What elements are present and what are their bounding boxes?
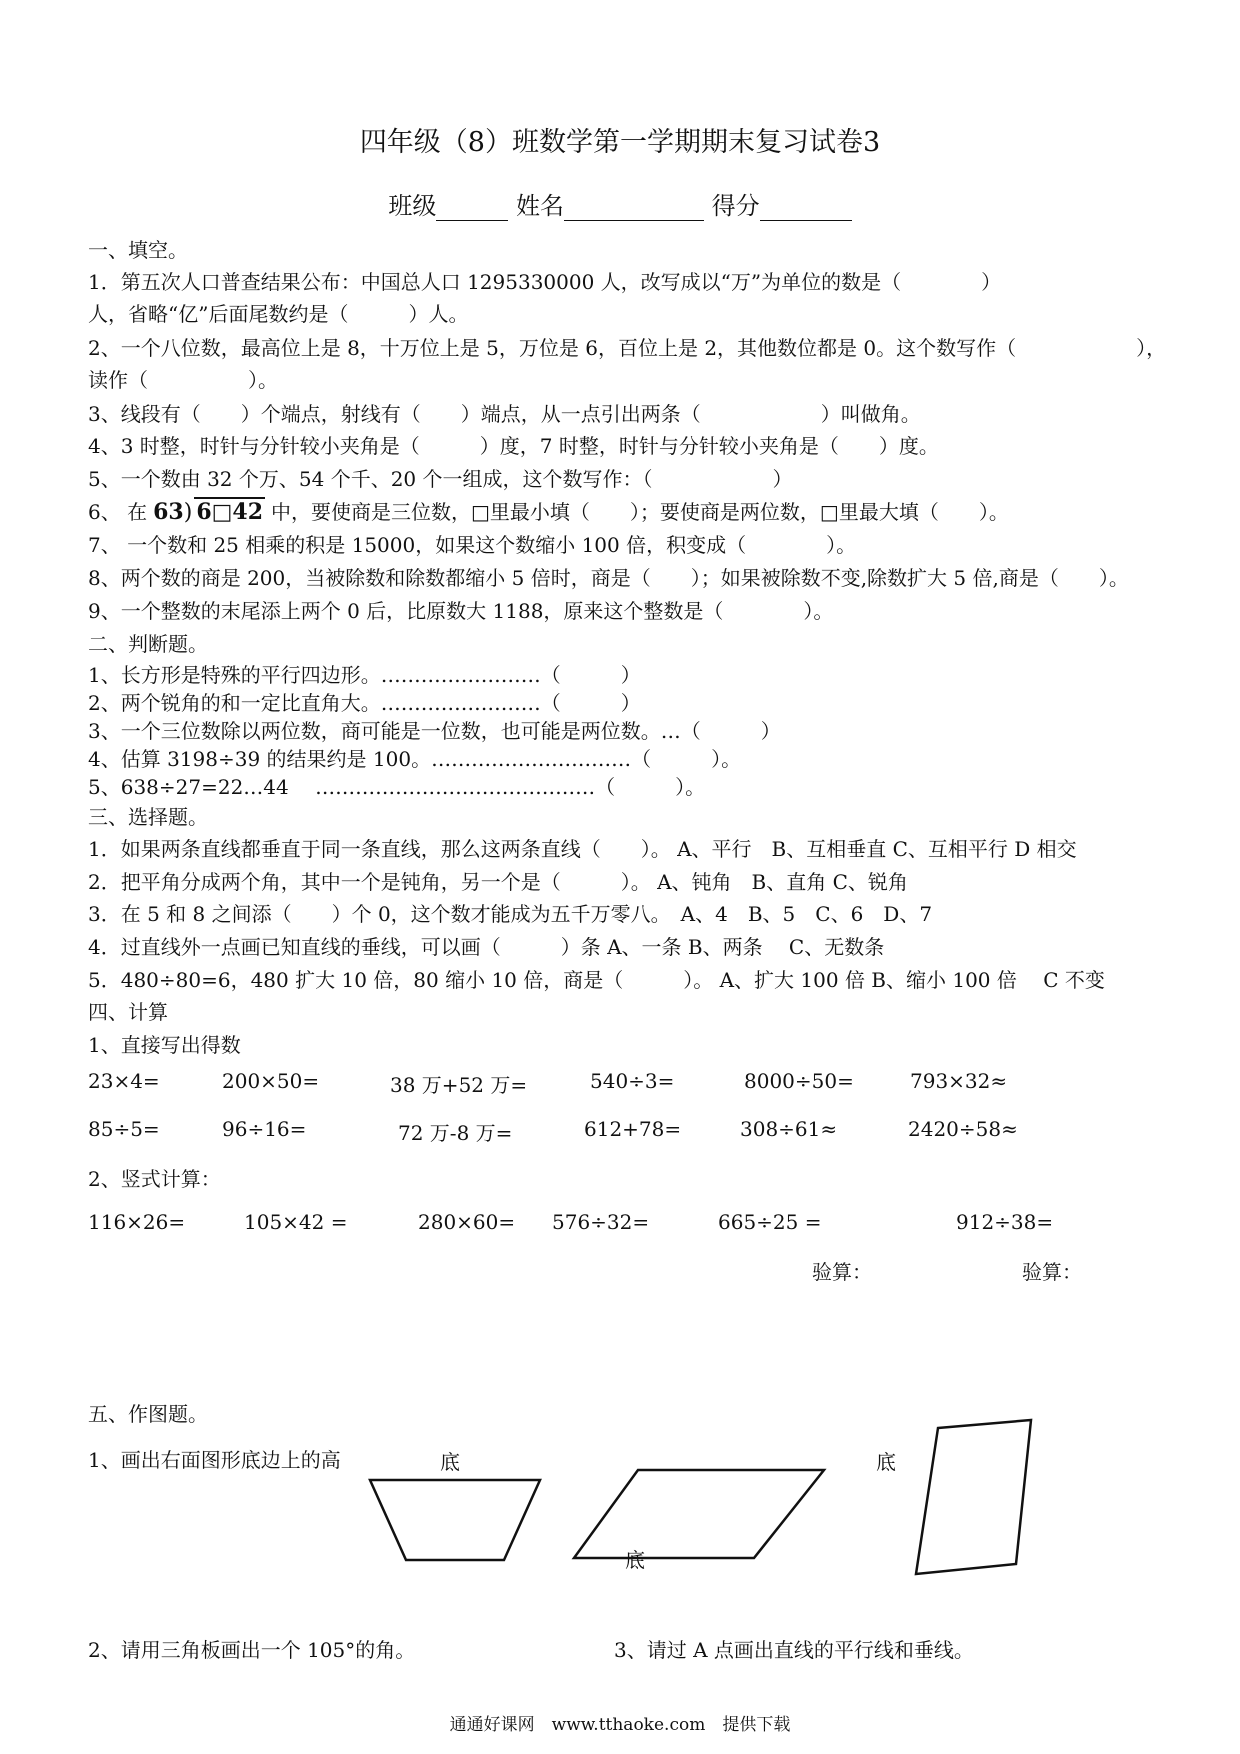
vertical-calc-item: 576÷32=: [552, 1210, 650, 1234]
check-label: 验算：: [812, 1260, 872, 1284]
calc-item: 612+78=: [584, 1117, 682, 1141]
calc-item: 85÷5=: [88, 1117, 160, 1141]
score-blank[interactable]: [760, 198, 852, 221]
class-blank[interactable]: [436, 198, 508, 221]
fill-q8: 8、两个数的商是 200，当被除数和除数都缩小 5 倍时，商是（ ）；如果被除数不变,除数扩大 5 倍,商是（ ）。: [88, 566, 1129, 590]
calc-item: 38 万+52 万=: [390, 1073, 528, 1097]
vertical-calc-item: 116×26=: [88, 1210, 186, 1234]
judge-q3: 3、一个三位数除以两位数，商可能是一位数，也可能是两位数。…（ ）: [88, 719, 781, 743]
trapezoid-figure: [360, 1470, 550, 1570]
choice-q2: 2．把平角分成两个角，其中一个是钝角，另一个是（ ）。 A、钝角 B、直角 C、锐角: [88, 870, 908, 894]
choice-q5: 5．480÷80=6，480 扩大 10 倍，80 缩小 10 倍，商是（ ）。 A、扩大 100 倍 B、缩小 100 倍 C 不变: [88, 968, 1105, 992]
choice-q1: 1．如果两条直线都垂直于同一条直线，那么这两条直线（ ）。 A、平行 B、互相垂直 C、互相平行 D 相交: [88, 837, 1077, 861]
calc-item: 8000÷50=: [744, 1069, 854, 1093]
name-blank[interactable]: [564, 198, 704, 221]
section-3-heading: 三、选择题。: [88, 805, 208, 829]
section-2-heading: 二、判断题。: [88, 632, 208, 656]
fill-q2-line2: 读作（ ）。: [88, 368, 278, 392]
base-label-rhombus: 底: [876, 1450, 896, 1474]
judge-q5: 5、638÷27=22…44 ……………………………………（ ）。: [88, 775, 706, 799]
calc-sub1: 1、直接写出得数: [88, 1033, 241, 1057]
calc-item: 793×32≈: [910, 1069, 1008, 1093]
fill-q6-suffix: 中，要使商是三位数，□里最小填（ ）；要使商是两位数，□里最大填（ ）。: [271, 500, 1009, 524]
judge-q1: 1、长方形是特殊的平行四边形。……………………（ ）: [88, 663, 641, 687]
fill-q3: 3、线段有（ ）个端点，射线有（ ）端点，从一点引出两条（ ）叫做角。: [88, 402, 921, 426]
slanted-quadrilateral-figure: [904, 1412, 1044, 1582]
calc-item: 540÷3=: [590, 1069, 675, 1093]
parallelogram-figure: [566, 1460, 836, 1570]
vertical-calc-item: 665÷25 =: [718, 1210, 822, 1234]
dividend: 6□42: [196, 499, 264, 525]
judge-q2: 2、两个锐角的和一定比直角大。……………………（ ）: [88, 691, 641, 715]
draw-q2: 2、请用三角板画出一个 105°的角。: [88, 1638, 416, 1662]
judge-q4: 4、估算 3198÷39 的结果约是 100。…………………………（ ）。: [88, 747, 742, 771]
calc-item: 96÷16=: [222, 1117, 307, 1141]
fill-q2-line1: 2、一个八位数，最高位上是 8，十万位上是 5，万位是 6，百位上是 2，其他数位都是 0。这个数写作（ ），: [88, 336, 1167, 360]
calc-sub2: 2、竖式计算：: [88, 1167, 221, 1191]
class-label: 班级: [388, 192, 437, 220]
draw-q1: 1、画出右面图形底边上的高: [88, 1448, 341, 1472]
score-label: 得分: [711, 192, 760, 220]
choice-q3: 3．在 5 和 8 之间添（ ）个 0，这个数才能成为五千万零八。 A、4 B、5 C、6 D、7: [88, 902, 933, 926]
fill-q1-line2: 人，省略“亿”后面尾数约是（ ）人。: [88, 302, 469, 326]
base-label-trapezoid: 底: [440, 1450, 460, 1474]
calc-item: 2420÷58≈: [908, 1117, 1018, 1141]
vertical-calc-item: 912÷38=: [956, 1210, 1054, 1234]
footer-source: 通通好课网 www.tthaoke.com 提供下载: [449, 1715, 791, 1735]
choice-q4: 4．过直线外一点画已知直线的垂线，可以画（ ）条 A、一条 B、两条 C、无数条: [88, 935, 885, 959]
base-label-parallelogram: 底: [625, 1548, 645, 1572]
calc-item: 308÷61≈: [740, 1117, 838, 1141]
divisor: 63: [153, 499, 184, 525]
vertical-calc-item: 280×60=: [418, 1210, 516, 1234]
long-division-symbol: 63) 6□42: [153, 499, 264, 525]
student-info-line: [0, 186, 1240, 221]
vertical-calc-item: 105×42 =: [244, 1210, 348, 1234]
fill-q7: 7、 一个数和 25 相乘的积是 15000，如果这个数缩小 100 倍，积变成（ ）。: [88, 533, 857, 557]
page-title: 四年级（8）班数学第一学期期末复习试卷3: [359, 127, 881, 158]
calc-item: 23×4=: [88, 1069, 160, 1093]
fill-q4: 4、3 时整，时针与分针较小夹角是（ ）度，7 时整，时针与分针较小夹角是（ ）度。: [88, 434, 939, 458]
section-4-heading: 四、计算: [88, 1000, 168, 1024]
fill-q6: [88, 498, 1009, 527]
name-label: 姓名: [516, 192, 564, 220]
calc-item: 72 万-8 万=: [398, 1121, 513, 1145]
section-1-heading: 一、填空。: [88, 238, 188, 262]
fill-q6-prefix: 6、 在: [88, 500, 148, 524]
fill-q9: 9、一个整数的末尾添上两个 0 后，比原数大 1188，原来这个整数是（ ）。: [88, 599, 834, 623]
check-label: 验算：: [1022, 1260, 1082, 1284]
fill-q5: 5、一个数由 32 个万、54 个千、20 个一组成，这个数写作：（ ）: [88, 467, 793, 491]
draw-q3: 3、请过 A 点画出直线的平行线和垂线。: [614, 1638, 974, 1662]
fill-q1-line1: 1．第五次人口普查结果公布：中国总人口 1295330000 人，改写成以“万”为单位的数是（ ）: [88, 270, 1002, 294]
section-5-heading: 五、作图题。: [88, 1402, 208, 1426]
calc-item: 200×50=: [222, 1069, 320, 1093]
